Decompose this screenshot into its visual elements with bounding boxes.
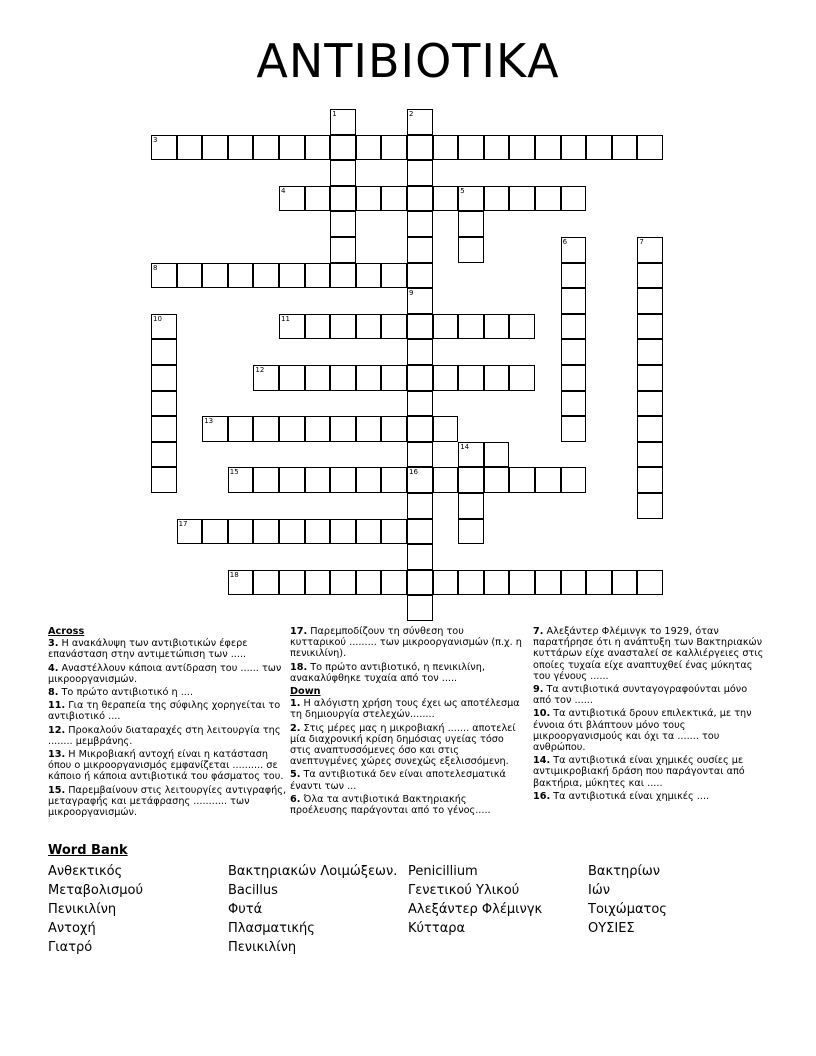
grid-cell[interactable] (253, 519, 279, 545)
grid-cell[interactable] (279, 570, 305, 596)
grid-cell[interactable] (381, 314, 407, 340)
grid-cell[interactable] (458, 211, 484, 237)
grid-cell[interactable] (637, 442, 663, 468)
grid-cell[interactable] (509, 467, 535, 493)
grid-cell[interactable] (279, 186, 305, 212)
grid-cell[interactable] (228, 416, 254, 442)
grid-cell[interactable] (407, 416, 433, 442)
grid-cell[interactable] (279, 365, 305, 391)
grid-cell[interactable] (151, 365, 177, 391)
grid-cell[interactable] (637, 416, 663, 442)
clue-across-11: 11. Για τη θεραπεία της σύφιλης χορηγείται το αντιβιοτικό .... (48, 700, 281, 723)
grid-cell[interactable] (228, 263, 254, 289)
grid-cell[interactable] (151, 416, 177, 442)
clue-number: 5 (460, 186, 465, 195)
grid-cell[interactable] (228, 467, 254, 493)
grid-cell[interactable] (330, 519, 356, 545)
clue-number: 2 (409, 110, 414, 118)
grid-cell[interactable] (612, 570, 638, 596)
grid-cell[interactable] (253, 263, 279, 289)
grid-cell[interactable] (637, 391, 663, 417)
grid-cell[interactable] (433, 365, 459, 391)
grid-cell[interactable] (228, 570, 254, 596)
clue-number: 15 (229, 468, 239, 477)
clue-across-17: 17. Παρεμποδίζουν τη σύνθεση του κυτταρικού ......... των μικροοργανισμών (π.χ. η πενικιλίνη). (290, 626, 522, 660)
clue-down-2: 2. Στις μέρες μας η μικροβιακή ....... αποτελεί μία διαχρονική κρίση δημόσιας υγείας τόσο στις αναπτυσσόμενες όσο και στις ανεπτυγμένες χώρες συνεχώς εξελισσόμενη. (290, 722, 516, 768)
grid-cell[interactable] (305, 135, 331, 161)
grid-cell[interactable] (407, 519, 433, 545)
clue-down-7: 7. Αλεξάντερ Φλέμινγκ το 1929, όταν παρατήρησε ότι η ανάπτυξη των Βακτηριακών κυττάρων είχε ανασταλεί σε καλλιέργειες στις οποίες τυχαία είχε αναπτυχθεί ένας μύκητας του γένους ...... (533, 626, 764, 682)
word-bank-column-1 (48, 862, 143, 957)
grid-cell[interactable] (279, 519, 305, 545)
grid-cell[interactable] (381, 263, 407, 289)
grid-cell[interactable] (305, 186, 331, 212)
grid-cell[interactable] (586, 135, 612, 161)
grid-cell[interactable] (484, 314, 510, 340)
grid-cell[interactable] (458, 365, 484, 391)
grid-cell[interactable] (151, 314, 177, 340)
clue-number: 7 (639, 238, 644, 246)
word-bank-item: Πλασματικής (228, 921, 315, 936)
word-bank-column-2 (228, 862, 397, 957)
clue-number: 18 (229, 570, 239, 579)
grid-cell[interactable] (509, 570, 535, 596)
grid-cell[interactable] (330, 186, 356, 212)
grid-cell[interactable] (330, 109, 356, 135)
grid-cell[interactable] (458, 442, 484, 468)
grid-cell[interactable] (586, 570, 612, 596)
grid-cell[interactable] (407, 109, 433, 135)
grid-cell[interactable] (561, 416, 587, 442)
grid-cell[interactable] (484, 186, 510, 212)
clue-number: 8 (153, 263, 158, 272)
clue-number: 10 (153, 314, 162, 323)
grid-cell[interactable] (637, 314, 663, 340)
grid-cell[interactable] (612, 135, 638, 161)
clue-down-5: 5. Τα αντιβιοτικά δεν είναι αποτελεσματικά έναντι των ... (290, 769, 506, 792)
grid-cell[interactable] (330, 263, 356, 289)
grid-cell[interactable] (433, 416, 459, 442)
grid-cell[interactable] (458, 467, 484, 493)
word-bank-item: Πενικιλίνη (228, 940, 297, 955)
clues-column-1 (48, 626, 291, 820)
grid-cell[interactable] (407, 314, 433, 340)
grid-cell[interactable] (561, 135, 587, 161)
grid-cell[interactable] (535, 570, 561, 596)
grid-cell[interactable] (433, 467, 459, 493)
grid-cell[interactable] (637, 135, 663, 161)
across-heading: Across (48, 626, 85, 637)
grid-cell[interactable] (458, 519, 484, 545)
word-bank-column-4 (588, 862, 667, 938)
word-bank-item: Ιών (588, 883, 610, 898)
grid-cell[interactable] (330, 570, 356, 596)
grid-cell[interactable] (279, 314, 305, 340)
grid-cell[interactable] (561, 391, 587, 417)
grid-cell[interactable] (177, 263, 203, 289)
grid-cell[interactable] (509, 186, 535, 212)
grid-cell[interactable] (151, 339, 177, 365)
grid-cell[interactable] (458, 314, 484, 340)
grid-cell[interactable] (561, 237, 587, 263)
down-heading: Down (290, 686, 321, 698)
grid-cell[interactable] (433, 314, 459, 340)
grid-cell[interactable] (637, 493, 663, 519)
grid-cell[interactable] (356, 314, 382, 340)
grid-cell[interactable] (228, 135, 254, 161)
word-bank-item: Φυτά (228, 902, 263, 917)
clue-number: 11 (281, 314, 290, 323)
grid-cell[interactable] (202, 416, 228, 442)
word-bank-title: Word Bank (48, 843, 128, 858)
clue-number: 16 (409, 468, 418, 477)
clue-down-1: 1. Η αλόγιστη χρήση τους έχει ως αποτέλεσμα τη δημιουργία στελεχών........ (290, 698, 520, 721)
grid-cell[interactable] (253, 365, 279, 391)
grid-cell[interactable] (356, 416, 382, 442)
grid-cell[interactable] (407, 237, 433, 263)
grid-cell[interactable] (535, 467, 561, 493)
grid-cell[interactable] (535, 186, 561, 212)
grid-cell[interactable] (330, 314, 356, 340)
grid-cell[interactable] (305, 263, 331, 289)
word-bank-item: Αλεξάντερ Φλέμινγκ (408, 902, 543, 917)
grid-cell[interactable] (305, 416, 331, 442)
grid-cell[interactable] (407, 544, 433, 570)
grid-cell[interactable] (637, 288, 663, 314)
grid-cell[interactable] (458, 135, 484, 161)
puzzle-title: ΑΝΤΙΒΙΟΤΙΚΑ (256, 34, 560, 88)
grid-cell[interactable] (407, 595, 433, 621)
grid-cell[interactable] (637, 339, 663, 365)
grid-cell[interactable] (330, 467, 356, 493)
clue-across-8: 8. Το πρώτο αντιβιοτικό η .... (48, 687, 194, 699)
grid-cell[interactable] (561, 314, 587, 340)
word-bank-item: Βακτηρίων (588, 864, 661, 879)
grid-cell[interactable] (407, 442, 433, 468)
clue-number: 17 (178, 519, 188, 528)
grid-cell[interactable] (381, 365, 407, 391)
grid-cell[interactable] (356, 186, 382, 212)
grid-cell[interactable] (407, 263, 433, 289)
grid-cell[interactable] (356, 467, 382, 493)
clue-across-12: 12. Προκαλούν διαταραχές στη λειτουργία της ........ μεμβράνης. (48, 724, 281, 747)
word-bank-item: Γιατρό (48, 940, 93, 955)
clue-across-3: 3. Η ανακάλυψη των αντιβιοτικών έφερε επανάσταση στην αντιμετώπιση των ..... (48, 638, 248, 661)
word-bank-item: Ανθεκτικός (48, 864, 123, 879)
grid-cell[interactable] (356, 365, 382, 391)
grid-cell[interactable] (407, 391, 433, 417)
grid-cell[interactable] (561, 365, 587, 391)
grid-cell[interactable] (279, 416, 305, 442)
grid-cell[interactable] (433, 570, 459, 596)
grid-cell[interactable] (561, 339, 587, 365)
clue-number: 9 (409, 289, 414, 298)
grid-cell[interactable] (202, 519, 228, 545)
grid-cell[interactable] (407, 186, 433, 212)
word-bank-column-3 (408, 862, 542, 938)
grid-cell[interactable] (535, 135, 561, 161)
clue-number: 14 (460, 442, 470, 451)
clue-down-16: 16. Τα αντιβιοτικά είναι χημικές .... (533, 790, 710, 802)
grid-cell[interactable] (407, 160, 433, 186)
clue-across-18: 18. Το πρώτο αντιβιοτικό, η πενικιλίνη, ανακαλύφθηκε τυχαία από τον ..... (290, 661, 485, 684)
grid-cell[interactable] (356, 519, 382, 545)
grid-cell[interactable] (330, 211, 356, 237)
grid-cell[interactable] (637, 570, 663, 596)
grid-cell[interactable] (151, 442, 177, 468)
grid-cell[interactable] (407, 211, 433, 237)
word-bank-item: Bacillus (228, 883, 278, 898)
grid-cell[interactable] (279, 263, 305, 289)
grid-cell[interactable] (407, 339, 433, 365)
grid-cell[interactable] (253, 416, 279, 442)
grid-cell[interactable] (253, 467, 279, 493)
grid-cell[interactable] (381, 570, 407, 596)
grid-cell[interactable] (637, 263, 663, 289)
grid-cell[interactable] (330, 237, 356, 263)
grid-cell[interactable] (151, 263, 177, 289)
grid-cell[interactable] (330, 160, 356, 186)
clue-down-6: 6. Όλα τα αντιβιοτικά Βακτηριακής προέλευσης παράγονται από το γένος..... (290, 793, 491, 817)
grid-cell[interactable] (484, 442, 510, 468)
clue-down-10: 10. Τα αντιβιοτικά δρουν επιλεκτικά, με την έννοια ότι βλάπτουν μόνο τους μικροοργανισμούς και όχι τα ....... του ανθρώπου. (533, 708, 752, 754)
grid-cell[interactable] (407, 570, 433, 596)
grid-cell[interactable] (356, 263, 382, 289)
grid-cell[interactable] (202, 135, 228, 161)
grid-cell[interactable] (330, 365, 356, 391)
grid-cell[interactable] (151, 135, 177, 161)
clue-across-13: 13. Η Μικροβιακή αντοχή είναι η κατάσταση όπου ο μικροοργανισμός εμφανίζεται .......... σε κάποιο ή κάποια αντιβιοτικά του φάσματος του. (48, 749, 284, 783)
grid-cell[interactable] (381, 519, 407, 545)
grid-cell[interactable] (279, 135, 305, 161)
clues-column-3 (533, 626, 768, 804)
grid-cell[interactable] (407, 467, 433, 493)
word-bank-item: ΟΥΣΙΕΣ (588, 921, 635, 936)
grid-cell[interactable] (458, 237, 484, 263)
clue-down-14: 14. Τα αντιβιοτικά είναι χημικές ουσίες με αντιμικροβιακή δράση που παράγονται από βακτήρια, μύκητες και ..... (533, 755, 745, 789)
grid-cell[interactable] (509, 135, 535, 161)
grid-cell[interactable] (484, 570, 510, 596)
grid-cell[interactable] (407, 493, 433, 519)
grid-cell[interactable] (202, 263, 228, 289)
clue-number: 6 (562, 238, 568, 246)
word-bank-item: Πενικιλίνη (48, 902, 117, 917)
grid-cell[interactable] (484, 467, 510, 493)
grid-cell[interactable] (561, 263, 587, 289)
grid-cell[interactable] (561, 467, 587, 493)
clue-number: 13 (204, 417, 214, 426)
grid-cell[interactable] (407, 288, 433, 314)
grid-cell[interactable] (561, 570, 587, 596)
word-bank-item: Τοιχώματος (588, 902, 667, 917)
grid-cell[interactable] (305, 314, 331, 340)
grid-cell[interactable] (228, 519, 254, 545)
grid-cell[interactable] (407, 365, 433, 391)
grid-cell[interactable] (433, 135, 459, 161)
clue-across-4: 4. Αναστέλλουν κάποια αντίδραση του ...... των μικροοργανισμών. (48, 662, 282, 685)
clue-number: 12 (255, 366, 265, 374)
word-bank-item: Αντοχή (48, 921, 96, 936)
grid-cell[interactable] (458, 570, 484, 596)
clue-number: 4 (281, 186, 286, 195)
clue-down-9: 9. Τα αντιβιοτικά συνταγογραφούνται μόνο από τον ...... (533, 684, 748, 707)
word-bank-item: Penicillium (408, 864, 478, 879)
grid-cell[interactable] (407, 135, 433, 161)
grid-cell[interactable] (637, 365, 663, 391)
grid-cell[interactable] (305, 519, 331, 545)
grid-cell[interactable] (637, 237, 663, 263)
grid-cell[interactable] (305, 570, 331, 596)
grid-cell[interactable] (484, 135, 510, 161)
grid-cell[interactable] (253, 135, 279, 161)
word-bank-item: Μεταβολισμού (48, 883, 143, 898)
grid-cell[interactable] (151, 467, 177, 493)
grid-cell[interactable] (509, 314, 535, 340)
grid-cell[interactable] (177, 135, 203, 161)
grid-cell[interactable] (433, 186, 459, 212)
grid-cell[interactable] (458, 186, 484, 212)
grid-cell[interactable] (330, 416, 356, 442)
grid-cell[interactable] (381, 467, 407, 493)
grid-cell[interactable] (330, 135, 356, 161)
grid-cell[interactable] (381, 186, 407, 212)
grid-cell[interactable] (356, 135, 382, 161)
grid-cell[interactable] (279, 467, 305, 493)
clue-number: 3 (153, 135, 158, 144)
grid-cell[interactable] (305, 365, 331, 391)
grid-cell[interactable] (458, 493, 484, 519)
grid-cell[interactable] (509, 365, 535, 391)
clues-column-2 (290, 626, 522, 818)
word-bank-item: Κύτταρα (408, 921, 466, 936)
grid-cell[interactable] (151, 391, 177, 417)
clue-across-15: 15. Παρεμβαίνουν στις λειτουργίες αντιγραφής, μεταγραφής και μετάφρασης ........... των μικροοργανισμών. (48, 784, 287, 819)
grid-cell[interactable] (356, 570, 382, 596)
grid-cell[interactable] (177, 519, 203, 545)
grid-cell[interactable] (305, 467, 331, 493)
grid-cell[interactable] (561, 288, 587, 314)
grid-cell[interactable] (561, 186, 587, 212)
grid-cell[interactable] (253, 570, 279, 596)
grid-cell[interactable] (381, 135, 407, 161)
word-bank-item: Βακτηριακών Λοιμώξεων. (228, 864, 398, 879)
grid-cell[interactable] (484, 365, 510, 391)
word-bank-item: Γενετικού Υλικού (408, 883, 520, 898)
grid-cell[interactable] (637, 467, 663, 493)
grid-cell[interactable] (381, 416, 407, 442)
clue-number: 1 (332, 110, 337, 118)
